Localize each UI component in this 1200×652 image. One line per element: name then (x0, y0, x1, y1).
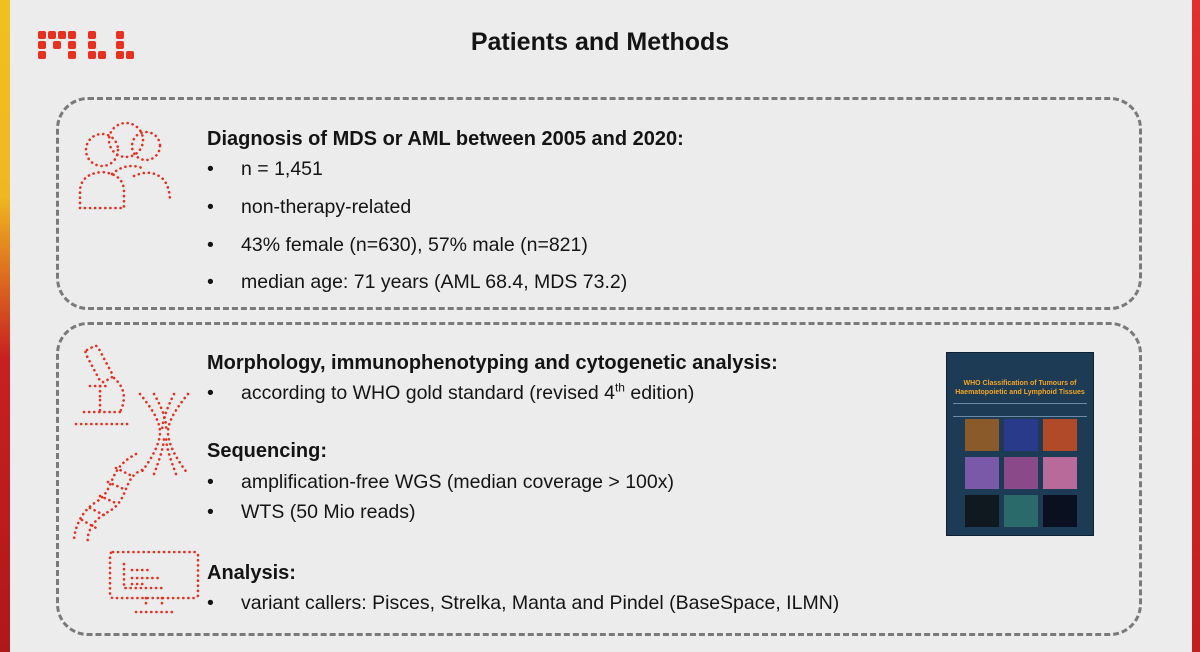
bullet-text: amplification-free WGS (median coverage > 100x) (241, 471, 674, 493)
bullet-text: median age: 71 years (AML 68.4, MDS 73.2) (241, 271, 628, 293)
bullet-text: according to WHO gold standard (revised 4th edition) (241, 380, 695, 404)
who-book-cover-image (946, 352, 1094, 536)
bullet-dot: • (207, 471, 214, 493)
left-decor-strip (0, 0, 10, 652)
bullet-dot: • (207, 196, 214, 218)
analysis-heading: Analysis: (207, 562, 296, 584)
bullet-text: WTS (50 Mio reads) (241, 501, 416, 523)
book-tile (1004, 419, 1038, 451)
book-tile (1043, 457, 1077, 489)
book-tile (1004, 495, 1038, 527)
morphology-heading: Morphology, immunophenotyping and cytogenetic analysis: (207, 352, 778, 374)
bullet-text: 43% female (n=630), 57% male (n=821) (241, 234, 588, 256)
book-tile (1043, 495, 1077, 527)
bullet-dot: • (207, 271, 214, 293)
book-author-line (953, 403, 1087, 417)
book-tile (1004, 457, 1038, 489)
sequencing-heading: Sequencing: (207, 440, 328, 462)
computer-monitor-icon (106, 548, 204, 618)
bullet-dot: • (207, 592, 214, 614)
dna-helix-icon (66, 450, 146, 546)
microscope-icon (70, 340, 136, 432)
bullet-dot: • (207, 158, 214, 180)
bullet-text: non-therapy-related (241, 196, 412, 218)
book-tile (965, 457, 999, 489)
book-tile (965, 495, 999, 527)
slide-title: Patients and Methods (470, 28, 730, 56)
book-title: WHO Classification of Tumours of Haematopoietic and Lymphoid Tissues (955, 380, 1085, 396)
bullet-dot: • (207, 382, 214, 404)
bullet-text: variant callers: Pisces, Strelka, Manta and Pindel (BaseSpace, ILMN) (241, 592, 840, 614)
book-tile (965, 419, 999, 451)
patients-heading: Diagnosis of MDS or AML between 2005 and 2020: (207, 128, 684, 150)
bullet-dot: • (207, 501, 214, 523)
book-tile (1043, 419, 1077, 451)
bullet-text: n = 1,451 (241, 158, 323, 180)
people-group-icon (72, 112, 176, 218)
bullet-dot: • (207, 234, 214, 256)
right-decor-strip (1192, 0, 1200, 652)
